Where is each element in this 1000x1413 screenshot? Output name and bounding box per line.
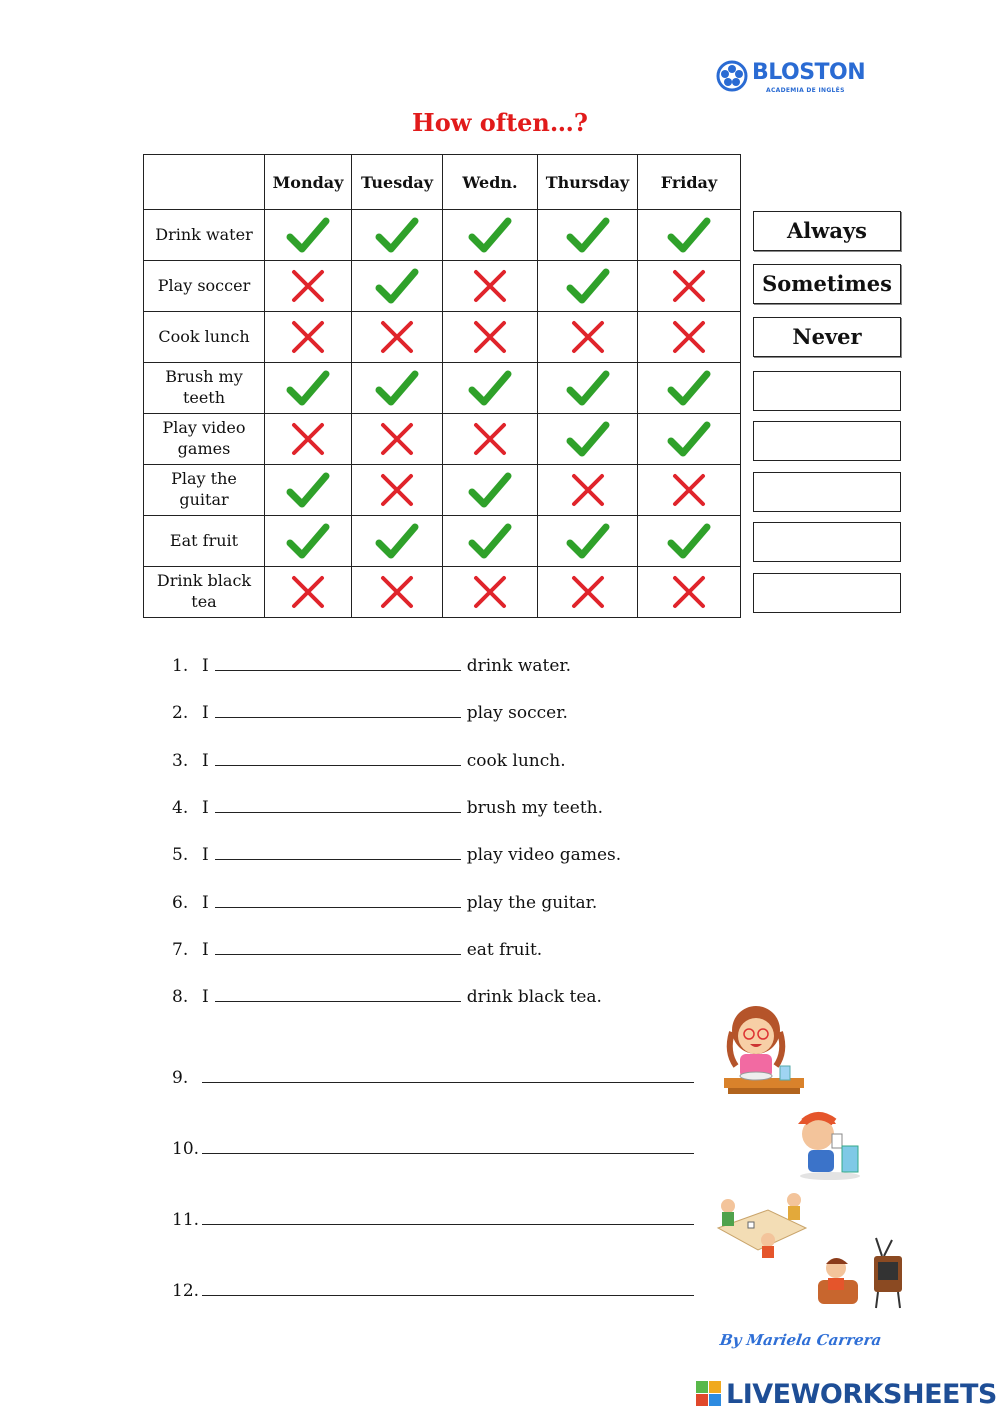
- cross-icon: [669, 572, 709, 612]
- brand-flower-icon: [716, 60, 748, 92]
- cross-mark-cell: [638, 261, 741, 312]
- cross-icon: [568, 317, 608, 357]
- sentence-prefix: I: [202, 845, 209, 866]
- brand-name: BLOSTON: [752, 60, 866, 85]
- cross-mark-cell: [265, 567, 352, 618]
- activity-cell: Play the guitar: [144, 465, 265, 516]
- activity-cell: Drink black tea: [144, 567, 265, 618]
- sentence-number: 6.: [172, 892, 189, 913]
- answer-blank[interactable]: [215, 798, 461, 813]
- sentence-number: 8.: [172, 987, 189, 1008]
- activity-cell: Play soccer: [144, 261, 265, 312]
- check-icon: [667, 368, 711, 408]
- check-mark-cell: [443, 516, 538, 567]
- table-row: [144, 567, 741, 618]
- check-icon: [468, 215, 512, 255]
- answer-blank[interactable]: [215, 751, 461, 766]
- frequency-table: [143, 154, 741, 618]
- sentence-item: [172, 751, 566, 771]
- cross-icon: [288, 419, 328, 459]
- frequency-answer-box[interactable]: [753, 371, 901, 411]
- check-icon: [286, 521, 330, 561]
- cross-mark-cell: [352, 414, 443, 465]
- check-icon: [375, 215, 419, 255]
- table-row: [144, 210, 741, 261]
- check-icon: [286, 470, 330, 510]
- liveworksheets-logo-icon: [696, 1381, 722, 1407]
- cross-mark-cell: [352, 465, 443, 516]
- sentence-item: [172, 940, 542, 960]
- check-mark-cell: [443, 363, 538, 414]
- table-row: [144, 261, 741, 312]
- table-row: [144, 312, 741, 363]
- table-header-row: [144, 155, 741, 210]
- check-mark-cell: [538, 210, 638, 261]
- check-icon: [566, 368, 610, 408]
- sentence-suffix: drink water.: [466, 656, 572, 676]
- kids-playing-board-game-illustration: [708, 1188, 810, 1262]
- girl-eating-illustration: [722, 1002, 808, 1104]
- answer-blank[interactable]: [215, 940, 461, 955]
- sentence-number: 11.: [172, 1210, 200, 1230]
- frequency-answer-box[interactable]: [753, 522, 901, 562]
- table-row: [144, 465, 741, 516]
- open-sentence-item: [172, 1281, 694, 1301]
- brand-tagline: ACADEMIA DE INGLÉS: [766, 87, 845, 94]
- frequency-label-box: Always: [753, 211, 901, 251]
- check-icon: [566, 266, 610, 306]
- cross-mark-cell: [638, 465, 741, 516]
- column-header: Friday: [638, 155, 741, 210]
- cross-icon: [669, 470, 709, 510]
- table-row: [144, 363, 741, 414]
- cross-icon: [470, 419, 510, 459]
- check-icon: [286, 368, 330, 408]
- check-icon: [667, 521, 711, 561]
- sentence-prefix: I: [202, 987, 209, 1008]
- table-row: [144, 414, 741, 465]
- cross-icon: [377, 470, 417, 510]
- cross-icon: [377, 317, 417, 357]
- sentence-number: 3.: [172, 750, 189, 771]
- cross-icon: [288, 266, 328, 306]
- check-mark-cell: [352, 363, 443, 414]
- answer-blank[interactable]: [215, 987, 461, 1002]
- cross-icon: [288, 572, 328, 612]
- footer-brand-name: LIVEWORKSHEETS: [726, 1378, 997, 1410]
- answer-blank[interactable]: [215, 656, 461, 671]
- sentence-prefix: I: [202, 797, 209, 818]
- corner-cell: [144, 155, 265, 210]
- sentence-suffix: play video games.: [466, 845, 622, 866]
- sentence-number: 9.: [172, 1068, 189, 1088]
- activity-cell: Cook lunch: [144, 312, 265, 363]
- sentence-suffix: eat fruit.: [466, 939, 543, 960]
- frequency-answer-box[interactable]: [753, 573, 901, 613]
- check-mark-cell: [538, 414, 638, 465]
- cross-mark-cell: [538, 465, 638, 516]
- check-mark-cell: [265, 465, 352, 516]
- cross-mark-cell: [265, 312, 352, 363]
- check-mark-cell: [265, 516, 352, 567]
- check-mark-cell: [538, 516, 638, 567]
- cross-mark-cell: [265, 261, 352, 312]
- open-answer-line[interactable]: [202, 1139, 694, 1154]
- check-mark-cell: [638, 210, 741, 261]
- sentence-prefix: I: [202, 703, 209, 724]
- activity-cell: Brush my teeth: [144, 363, 265, 414]
- author-signature: By Mariela Carrera: [718, 1331, 883, 1349]
- activity-cell: Play video games: [144, 414, 265, 465]
- sentence-number: 10.: [172, 1139, 200, 1159]
- open-sentence-item: [172, 1068, 694, 1088]
- cross-mark-cell: [265, 414, 352, 465]
- check-icon: [566, 419, 610, 459]
- activity-cell: Drink water: [144, 210, 265, 261]
- check-icon: [375, 521, 419, 561]
- answer-blank[interactable]: [215, 893, 461, 908]
- open-sentence-item: [172, 1139, 694, 1159]
- cross-icon: [470, 572, 510, 612]
- footer-brand: [696, 1377, 997, 1411]
- sentence-suffix: brush my teeth.: [466, 797, 604, 818]
- sentence-item: [172, 656, 571, 676]
- check-mark-cell: [638, 516, 741, 567]
- check-icon: [667, 215, 711, 255]
- cross-icon: [568, 470, 608, 510]
- sentence-item: [172, 987, 602, 1007]
- sentence-item: [172, 798, 603, 818]
- sentence-item: [172, 703, 568, 723]
- check-icon: [468, 521, 512, 561]
- check-icon: [667, 419, 711, 459]
- sentence-number: 2.: [172, 703, 189, 724]
- cross-mark-cell: [538, 567, 638, 618]
- cross-icon: [470, 317, 510, 357]
- cross-icon: [669, 317, 709, 357]
- check-mark-cell: [265, 210, 352, 261]
- cross-mark-cell: [443, 567, 538, 618]
- check-mark-cell: [538, 363, 638, 414]
- check-icon: [286, 215, 330, 255]
- brand-logo: [716, 58, 866, 98]
- answer-blank[interactable]: [215, 845, 461, 860]
- cross-mark-cell: [538, 312, 638, 363]
- frequency-label-box: Never: [753, 317, 901, 357]
- sentence-prefix: I: [202, 939, 209, 960]
- sentence-number: 5.: [172, 845, 189, 866]
- page-title: How often…?: [412, 108, 588, 137]
- cross-icon: [377, 572, 417, 612]
- check-mark-cell: [638, 414, 741, 465]
- column-header: Tuesday: [352, 155, 443, 210]
- open-answer-line[interactable]: [202, 1068, 694, 1083]
- sentence-suffix: cook lunch.: [466, 750, 566, 771]
- column-header: Monday: [265, 155, 352, 210]
- kid-watching-tv-illustration: [812, 1236, 908, 1314]
- cross-mark-cell: [638, 567, 741, 618]
- sentence-suffix: drink black tea.: [466, 987, 602, 1008]
- check-mark-cell: [638, 363, 741, 414]
- check-icon: [375, 368, 419, 408]
- sentence-number: 7.: [172, 939, 189, 960]
- cross-mark-cell: [638, 312, 741, 363]
- check-mark-cell: [352, 210, 443, 261]
- check-mark-cell: [265, 363, 352, 414]
- answer-blank[interactable]: [215, 703, 461, 718]
- check-icon: [468, 368, 512, 408]
- check-icon: [566, 215, 610, 255]
- check-icon: [566, 521, 610, 561]
- cross-mark-cell: [443, 414, 538, 465]
- open-sentence-item: [172, 1210, 694, 1230]
- cross-icon: [288, 317, 328, 357]
- cross-mark-cell: [352, 567, 443, 618]
- cross-mark-cell: [443, 261, 538, 312]
- check-mark-cell: [443, 465, 538, 516]
- cross-icon: [669, 266, 709, 306]
- column-header: Wedn.: [443, 155, 538, 210]
- sentence-prefix: I: [202, 750, 209, 771]
- table-row: [144, 516, 741, 567]
- sentence-number: 1.: [172, 656, 189, 676]
- check-mark-cell: [443, 210, 538, 261]
- sentence-number: 12.: [172, 1281, 200, 1301]
- cross-icon: [568, 572, 608, 612]
- check-icon: [375, 266, 419, 306]
- activity-cell: Eat fruit: [144, 516, 265, 567]
- cross-icon: [377, 419, 417, 459]
- frequency-answer-box[interactable]: [753, 421, 901, 461]
- frequency-label-box: Sometimes: [753, 264, 901, 304]
- open-answer-line[interactable]: [202, 1210, 694, 1225]
- check-mark-cell: [352, 261, 443, 312]
- open-answer-line[interactable]: [202, 1281, 694, 1296]
- sentence-suffix: play soccer.: [466, 703, 568, 724]
- column-header: Thursday: [538, 155, 638, 210]
- cross-icon: [470, 266, 510, 306]
- check-mark-cell: [352, 516, 443, 567]
- sentence-number: 4.: [172, 797, 189, 818]
- boy-drinking-milk-illustration: [794, 1106, 866, 1182]
- sentence-item: [172, 845, 621, 865]
- sentence-item: [172, 893, 597, 913]
- cross-mark-cell: [443, 312, 538, 363]
- check-icon: [468, 470, 512, 510]
- sentence-suffix: play the guitar.: [466, 892, 598, 913]
- cross-mark-cell: [352, 312, 443, 363]
- check-mark-cell: [538, 261, 638, 312]
- frequency-answer-box[interactable]: [753, 472, 901, 512]
- sentence-prefix: I: [202, 892, 209, 913]
- sentence-prefix: I: [202, 656, 209, 676]
